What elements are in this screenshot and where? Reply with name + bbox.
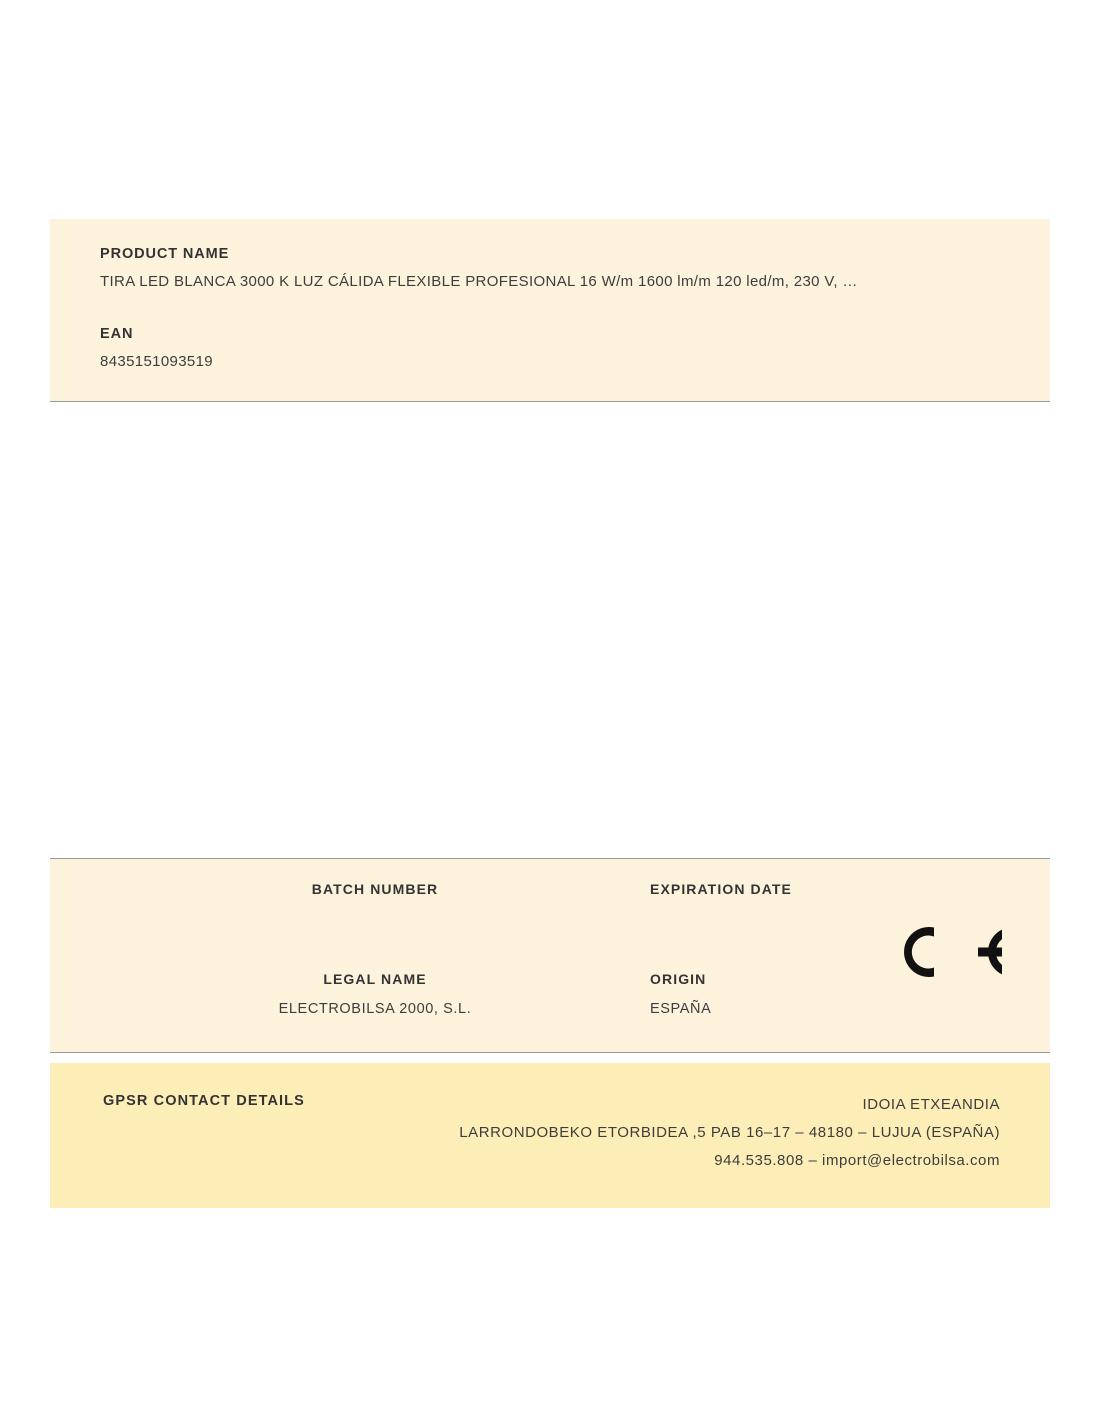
legal-name-label: LEGAL NAME [323,971,427,987]
ean-value: 8435151093519 [100,353,213,371]
ean-label: EAN [100,326,134,343]
origin-value: ESPAÑA [650,1001,712,1017]
product-name-label: PRODUCT NAME [100,246,230,262]
product-details-block [50,858,1050,1053]
batch-number-field [230,881,520,911]
batch-number-label: BATCH NUMBER [311,881,439,897]
expiration-date-field [650,881,910,911]
gpsr-contact-block [50,1063,1050,1208]
product-info-block [50,219,1050,402]
gpsr-contact-name: IDOIA ETXEANDIA [862,1096,1000,1113]
gpsr-contact-address: LARRONDOBEKO ETORBIDEA ,5 PAB 16–17 – 48180 – LUJUA (ESPAÑA) [459,1124,1000,1141]
origin-label: ORIGIN [650,971,707,987]
ce-marking-icon [892,917,1002,987]
legal-name-value: ELECTROBILSA 2000, S.L. [278,1001,472,1017]
gpsr-contact-phone-email: 944.535.808 – import@electrobilsa.com [714,1152,1000,1169]
legal-name-field [230,971,520,1017]
spacer [100,292,1000,326]
product-name-value: TIRA LED BLANCA 3000 K LUZ CÁLIDA FLEXIBLE PROFESIONAL 16 W/m 1600 lm/m 120 led/m, 230 V, … [100,273,858,290]
gpsr-label: GPSR CONTACT DETAILS [103,1093,305,1109]
expiration-date-label: EXPIRATION DATE [650,881,792,897]
origin-field [650,971,910,1017]
gpsr-contact-lines [459,1091,1000,1175]
